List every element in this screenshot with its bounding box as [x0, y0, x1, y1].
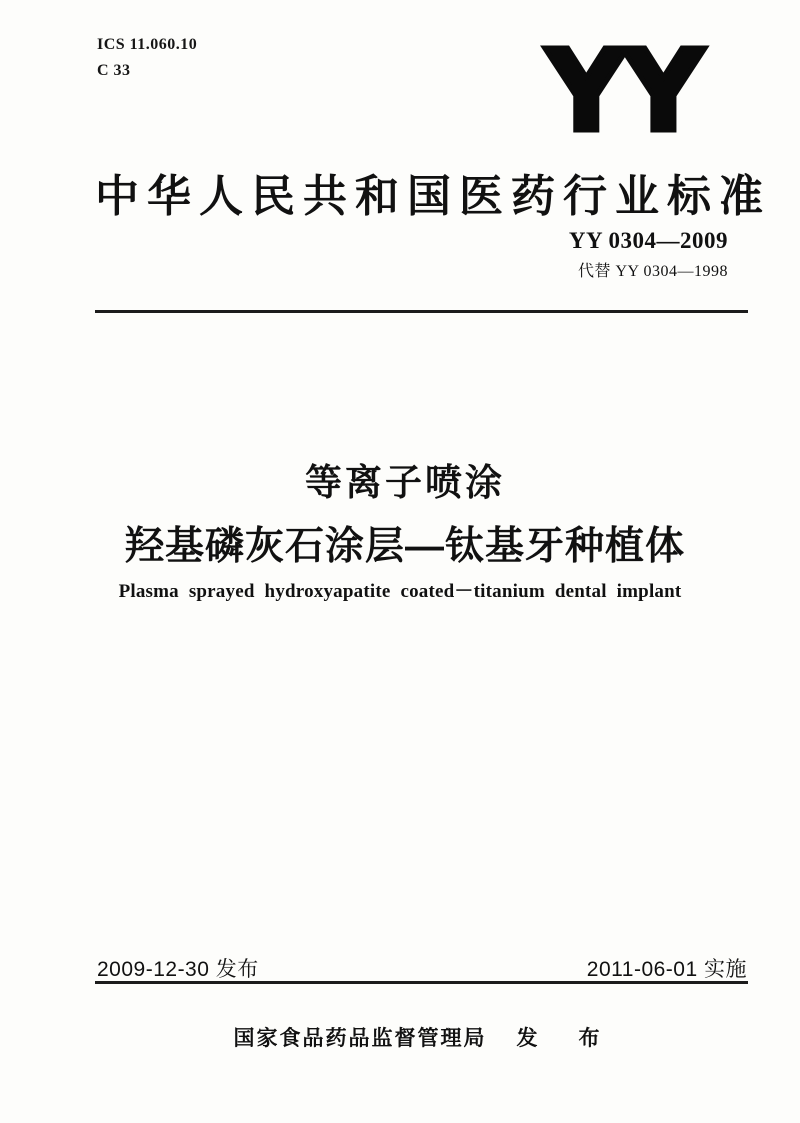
implement-date: 2011-06-01 实施 [586, 958, 747, 981]
dates-row [97, 953, 747, 983]
bottom-divider [95, 981, 748, 984]
replaces-note: 代替 YY 0304—1998 [577, 263, 728, 280]
standard-title: 中华人民共和国医药行业标准 [95, 172, 771, 221]
standard-number: YY 0304—2009 [568, 228, 728, 253]
publisher-row [95, 1022, 748, 1052]
publish-word: 发 布 [516, 1027, 610, 1050]
top-divider [95, 310, 748, 313]
yy-logo: YY [545, 27, 700, 157]
issue-date: 2009-12-30 发布 [97, 958, 259, 981]
document-title-line2: 羟基磷灰石涂层—钛基牙种植体 [124, 525, 685, 568]
ics-block [97, 32, 197, 84]
document-title [55, 452, 755, 571]
document-title-line1: 等离子喷涂 [305, 462, 505, 503]
publisher-name: 国家食品药品监督管理局 [233, 1027, 487, 1050]
english-title: Plasma sprayed hydroxyapatite coated－titanium dental implant [118, 581, 682, 602]
standard-number-block [569, 228, 728, 281]
ics-code: ICS 11.060.10 [97, 36, 198, 53]
class-code: C 33 [97, 62, 131, 79]
